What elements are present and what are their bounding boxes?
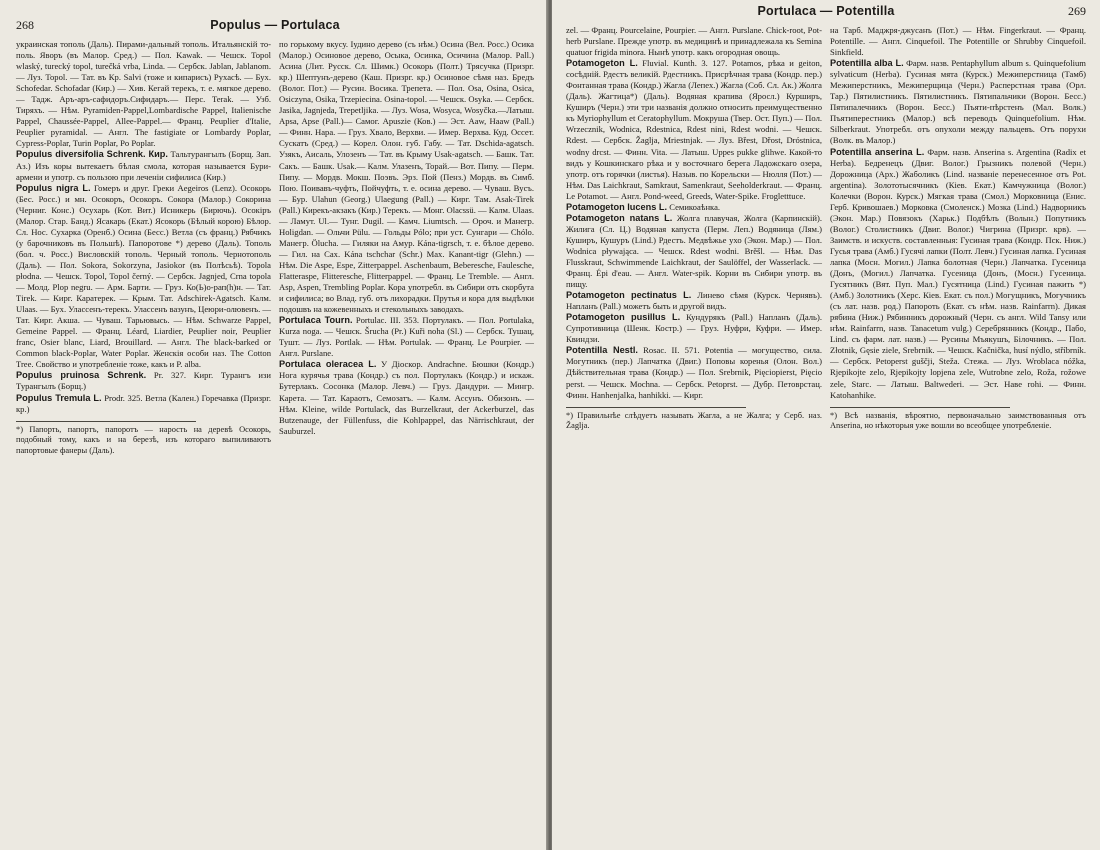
entry-text: Portulac. III. 353. Портулакъ. — Пол. Portulaka, Kurza noga. — Чешск. Šrucha (Pr.) Kuři noha (Sl.) — Сербск. Тушац, Тушт. — Луз. Portlak. — Нѣм. Portulak. — Франц. Le Pourpier. — Англ. Purslane. <box>279 315 534 359</box>
page-number: 269 <box>1067 4 1086 18</box>
paragraph: по горькому вкусу. Іудино дерево (съ нѣм.) Осина (Вел. Росс.) Осика (Малор.) Осиновое дерево, Осыка, Осинка, Осичина (Малор. Pall.) Асина (Лит. Русск. Сл. Шимк.) Осокорь (Полт.) Трясучка (Призрг. кр.) Шептунъ-дерево (Каш. Призрг. кр.) Осиновое сѣмя наз. Бредъ (Волог. Пот.) — Русин. Восика. Трепета. — Пол. Osa, Osina, Osica, Osiczyna, Osika, Trzepiecina. Osina-topol. — Чешск. Osyka. — Сербск. Jasika, Jagnjeda, Trepetljika. — Луз. Wosa, Wosyca, Wosyčka.—Латыш. Apsa, Apse (Pall.)— Самог. Apuszie (Ков.) — Эст. Aaw, Haaw (Pall.) — Финн. Нара. — Груз. Хвало, Верхви. — Имер. Верхва. Куд. Оссет. Сускатъ (Сред.) — Корел. Олон. губ. Габу. — Тат. Dschida-agatsch. Узякъ, Аисаль, Улозенъ — Тат. въ Крыму Usak-agatsch. — Башк. Тат. Сакъ. — Башк. Usak.— Калм. Улазенъ, Торай.— Вот. Пипу. — Перм. Пипу. — Мордв. Мокш. Поэвъ. Эрз. Пой (Пенз.) Мордв. въ Симб. Пою. Поивавъ-чуфть, Пойчуфть, т. е. осина дерево. — Чуваш. Вусъ. — Бур. Ulahun (Georg.) Ulaegung (Pall.) — Кирг. Там. Asak-Tirek (Pall.) Кирекъ-акзакъ (Кир.) Терекъ. — Монг. Olacssü. — Калм. Ulaas. — Ламут. Ul.— Тунг. Dugil. — Камч. Liumtsch. — Ороч. и Манегр. Holigdan. — Ольчи Pülu. — Гольды Pólo; при уст. Сунгари — Chólo. Манегр. Ölucha. — Гиляки на Амур. Kána-tigrsch, т. е. бѣлое дерево. — Гил. на Сах. Kána tschchar (Schr.) Мах. Kanant-tigr (Glehn.) — Нѣм. Die Aspe, Espe, Zitterpappel. Aschenbaum, Beberesche, Faulesche, Flatteraspe, Flitteresche, Flitterpappel. — Франц. Le Tremble. — Англ. Asp, Aspen, Trembling Poplar. Кора употребл. въ Сибири отъ скорбута и сифилиса; во Влад. губ. отъ лихорадки. Прутья и кора для выдѣлки подошвъ на кожевенныхъ и стекольныхъ заводахъ. <box>279 39 534 315</box>
entry-text: У Діоскор. Andrachne. Бюшки (Кондр.) Нога курячья трава (Кондр.) съ пол. Портулакъ (Кондр.) и искаж. Бутерлакъ. Сосонка (Малор. Левч.) — Груз. Дандури. — Мингр. Карета. — Тат. Караотъ, Семозатъ. — Калм. Ассунъ. Обизонъ. — Нѣм. Kleine, wilde Portulack, das Burzelkraut, der Ackerburzel, das Butzenauge, der Füllenfuss, die Kohlpappel, das Närrischkraut, der Sauburzel. <box>279 359 534 436</box>
entry-text: Fluvial. Kunth. 3. 127. Potamos, рѣка и geiton, сосѣдній. Рдестъ великій. Рдестникъ. Присрѣчная трава (Кондр. пер.) Фонтанная трава (Кондр.) Жагла (Лепех.) Жагла (Соб. Сл. Ак.) Жолга (Даль). Жагтица*) (Даль). Водяная крапива (Яросл.) Курширъ, Куширъ (Черн.) эти три названія должно относить преимущественно къ Myriophyllum et Ceratophyllum. Мокруша (Твер. Ост. Пуп.) — Пол. Wrzecznik, Wodnica, Rdestnica, Rdest nini, Rdest wodni. — Чешск. Rdest. — Сербск. Žaglja, Mriestnjak. — Луз. Břest, Dřost, Dróstnica, wodny drcst. — Финн. Vita. — Латыш. Uppes pukke glihwe. Какой-то видъ у Кошкинскаго рѣка и у восточнаго берега Ладожскаго озера, употр. отъ горячки (листья). Назыв. по Корельски — Нюлля (Пот.) — Нѣм. Das Laichkraut, Samkraut, Samenkraut, Seeholderkraut. — Франц. Le Potamot. — Англ. Pond-weed, Greeds, Water-Spike. Frogletttuce. <box>566 58 822 201</box>
headword: Potentilla anserina L. <box>830 146 925 157</box>
column-left <box>16 39 271 456</box>
entry <box>566 312 822 345</box>
entry <box>566 58 822 202</box>
paragraph: на Тарб. Маджря-джусанъ (Пот.) — Нѣм. Fingerkraut. — Франц. Potentille. — Англ. Cinquefoil. The Potentille or Shrubby Cinquefoil. Sinkfield. <box>830 25 1086 58</box>
entry-text: Тальтурангылъ (Борщ. Зап. Аз.) Изъ коры вытекаетъ бѣлая смола, которая называется Бури-армени и употр. съ пользою при леченіи сифилиса (Кир.) <box>16 149 271 182</box>
text-columns <box>566 25 1086 432</box>
page-number: 268 <box>16 18 34 32</box>
headword: Populus pruinosa Schrenk. <box>16 370 147 381</box>
entry-text: Фарм. назв. Anserina s. Argentina (Radix et Herba). Бедренецъ (Двиг. Волог.) Грызникъ полевой (Черн.) Дорожница (Арх.) Жаболикъ (Lind. названіе перенесенное отъ Pot. argentina). Золототысячникъ (Кіев. Екат.) Камчужница (Волог.) Колечки (Ворон. Курск.) Мягкая трава (Смол.) Морковница (Енис. Герб. Кривошаев.) Морковка (Смоленск.) Мозка (Lind.) Надворникъ (Экон. Мар.) Повязокъ (Харьк.) Подбѣлъ (Волын.) Попутникъ (Волог.) Столистникъ (Двиг. Волог.) Чигрина (Призрг. крв). — Заимств. и искуств. составленныя: Гусиная трава (Кондр. Пск. Ниж.) Гусья трава (Амб.) Гусячі лапки (Полт. Левч.) Гусиная лапка. Гусиная лапка (Мосн. Могил.) Лапка болотная (Черн.) Лапчатка. Гусеница (Донъ, (Могил.) Лапчатка. Гусеница (Донъ, (Мосн.) Гусеница. Гусятникъ (Вят. Пуп. Мал.) Гусятница (Lind.) Гусиная пажить *) (Амб.) Золотникъ (Херс. Кіев. Екат. съ пол.) Могущникъ, Могучникъ (съ лат. назв. род.) Папороть (Екат. съ нѣм. назв. Rainfarrn). Дикая рябина (Ниж.) Рябинникъ дорожный (Черн. съ англ. Wild Tansy или нѣм. Rainfarrn, назв. Tanacetum vulg.) Серебрянникъ (Кондр., Пабо, Lind. съ фарм. лат. назв.) — Русины Мъякушъ, Білочникъ. — Пол. Złotnik, Gęsie ziele, Srebrnik. — Чешск. Kačnička, husí nýdlo, stříbrník. — Сербск. Petoperst guščji, Steža. Стежа. — Луз. Wroblaca nóžka, Rjepikojte zelo, Rjepikojty lopjena zele, Wutrobne zelo, Roža, rožowe zele, Starc. — Латыш. Baltwederi. — Эст. Наве rohi. — Финн. Katohanhike. <box>830 146 1086 400</box>
entry <box>16 393 271 415</box>
entry-text: Семикоаѣнка. <box>669 201 721 212</box>
entry-text: Pr. 327. Кирг. Турангъ изи Турангылъ (Борщ.) <box>16 370 272 392</box>
headword: Potentilla alba L. <box>830 58 904 69</box>
entry <box>566 345 822 400</box>
entry-text: Гомеръ и друг. Греки Aegeiros (Lenz). Осокорь (Бес. Росс.) и мн. Осокоръ, Осокоръ. Сокора (Малор.) Сокорина (Черниг. Конс.) Осухарь (Кот. Вит.) Исникерь (Бирючь). Осокіръ (Малор. Стар. Банд.) Ясакарь (Екат.) Ясокорь (Бѣлый корою) Бѣлор. Сл. Нос. Сухарка (Оренб.) Осина (Бесс.) Ветла (съ франц.) Рябчикъ (у барочниковъ въ Польшѣ). Папоротове *) дерево (Даль). Тополь (бол. ч. Росс.) Висловскій тополь. Черный тополь. Чернотополь (Даль). — Пол. Sokora, Sokorzyna, Jasiokor (въ Полѣсьѣ). Topola płodna. — Чешск. Topol, Topol černý. — Сербск. Jagnjed, Crna topola — Молд. Plop negru. — Арм. Барти. — Груз. Ко(Ь)о-рап(h)н. — Тат. Тirek. — Кирг. Каратерек. — Крым. Тат. Adschirek-Agatsch. Калм. Ulaas. — Бух. Улассенъ-терекъ. Улассенъ вазунъ, Цеюри-олювенъ. — Тат. Кирг. Акша. — Чуваш. Тарьювысь. — Нѣм. Schwarze Pappel, Gemeine Pappel. — Франц. Léard, Liardier, Peuplier noir, Peuplier franc, Osier blanc, Liard, Brouillard. — Англ. The black-barked or Common black-Poplar, Water Poplar. Женскія особи наз. The Cotton Tree. Свойство и употребленіе тоже, какъ и P. alba. <box>16 182 271 370</box>
headword: Potamogeton natans L. <box>566 212 673 223</box>
footnote: *) Правильнѣе слѣдуетъ называть Жагла, а не Жалга; у Серб. наз. Žaglja. <box>566 410 822 431</box>
running-head: Populus — Portulaca <box>210 18 340 32</box>
headword: Portulaca Tourn. <box>279 315 353 326</box>
footnote: *) Всѣ названія, вѣроятно, первоначально заимствованныя отъ Anserina, но нѣкоторыя уже вошли во всеобщее употребленіе. <box>830 410 1086 431</box>
entry <box>279 359 534 436</box>
text-columns <box>16 39 534 456</box>
entry <box>830 147 1086 401</box>
headword: Populus diversifolia Schrenk. Кир. <box>16 149 168 160</box>
entry <box>16 183 271 371</box>
entry-text: Линево сѣмя (Курск. Чернявъ). Напланъ (Pall.) можетъ быть и другой видъ. <box>566 290 822 312</box>
running-head: Portulaca — Potentilla <box>757 4 895 18</box>
entry <box>566 213 822 290</box>
footnote: *) Папорть, папортъ, папоротъ — нарость на деревѣ Осокорь, подобный тому, какъ и на березѣ, изъ котораго выпиливаютъ папортовые фанеры (Даль). <box>16 424 271 455</box>
paragraph: zel. — Франц. Pourcelaine, Pourpier. — Англ. Purslane. Chick-root, Pot-herb Purslane. Прежде употр. въ медицинѣ и принадлежала къ Semina quatuor frigida minora. Нынѣ употр. какъ огородная овощь. <box>566 25 822 58</box>
entry-text: Rosac. II. 571. Potentia — могущество, сила. Могутникъ (пер.) Лапчатка (Двиг.) Поповы коренья (Олон. Вол.) Дѣйствительная трава (Кондр.) — Пол. Srebrnik, Pięciopierst, Pięcio perst. — Чешск. Mochna. — Сербск. Petoprst. — Дубр. Петоврстац. Финн. Hanhenjalka, hanhikki. — Кирг. <box>566 345 823 400</box>
entry <box>830 58 1086 146</box>
left-page <box>0 0 548 850</box>
entry <box>566 202 822 213</box>
column-right <box>830 25 1086 432</box>
column-left <box>566 25 822 432</box>
page-header <box>566 4 1086 19</box>
entry <box>279 315 534 359</box>
headword: Potamogeton lucens L. <box>566 201 668 212</box>
headword: Potentilla Nestl. <box>566 345 638 356</box>
headword: Potamogeton pusillus L. <box>566 312 681 323</box>
entry-text: Кундурякъ (Pall.) Напланъ (Даль). Супротивница (Шенк. Костр.) — Груз. Нуфри, Куфри. — Имер. Квиндзи. <box>566 312 822 345</box>
entry-text: Жолга плавучая, Жолга (Карпинскій). Жилига (Сл. Ц.) Водяная капуста (Перм. Леп.) Водяница (Лям.) Куширъ, Кушуръ (Lind.) Рдестъ. Медвѣжье ухо (Экон. Мар.) — Пол. Wodnica pływająca. — Чешск. Rdest wodni. Brěšl. — Нѣм. Das Flusskraut, Schwimmende Laichkraut, der Saulöffel, der Wasserlack. — Франц. Épi d'eau. — Англ. Water-spik. Корни въ Сибири употр. въ пищу. <box>566 212 822 290</box>
headword: Potamogeton L. <box>566 58 638 69</box>
paragraph: украинская тополь (Даль). Пирами-дальный тополь. Итальянскій то-поль. Яворъ (въ Малор. Сред.) — Пол. Kawak. — Чешск. Topol wlaský, turecký topol, turečká vrba, Linda. — Сербск. Jablan, Jablanom. — Луз. Topol. — Тат. въ Кр. Salvi (тоже и кипарисъ) Рухасѣ. — Бух. Schofedar. Schofadar (Кир.) — Хив. Кегай терекъ, т. е. мягкое дерево. — Тадж. Аръ-аръ-сафидоръ.Сифидаръ.— Перс. Terak. — Узб. Тиряхъ. — Нѣм. Pyramiden-Pappel,Lombardische Pappel, Italienische Pappel, Chaussée-Pappel, Allee-Pappel.— Франц. Peuplier d'Italie, Peuplier pyramidal. — Англ. The fastigiate or Lombardy Poplar, Cypress-Poplar, Turin Poplar, Po Poplar. <box>16 39 271 149</box>
entry <box>16 149 271 182</box>
entry-text: Prodr. 325. Ветла (Кален.) Горечавка (Призрг. кр.) <box>16 392 271 414</box>
column-right <box>279 39 534 456</box>
entry <box>566 290 822 312</box>
page-header <box>16 18 534 33</box>
headword: Potamogeton pectinatus L. <box>566 290 692 301</box>
headword: Populus Tremula L. <box>16 392 102 403</box>
headword: Portulaca oleracea L. <box>279 359 377 370</box>
headword: Populus nigra L. <box>16 182 91 193</box>
entry-text: Фарм. назв. Pentaphyllum album s. Quinquefolium sylvaticum (Herba). Гусиная мята (Курск.) Межиперстница (Тамб) Межиперстникъ, Межиперщица (Черн.) Расперстная трава (Орл. Тар.) Пятилистникъ. Пятилистникъ. Пятипальчики (Ворон. Бесс.) Пятипалечникъ (Ворон. Бесс.) Пъяти-пѣрстенъ (Мал. Волк.) Пъятиперестникъ (Малор.) всѣ переводъ Quinquefolium. Нѣм. Silberkraut. Употребл. отъ опухоли между пальцевъ. Отъ порухи (Волк. въ Малор.) <box>830 58 1086 146</box>
right-page <box>552 0 1100 850</box>
entry <box>16 370 271 392</box>
